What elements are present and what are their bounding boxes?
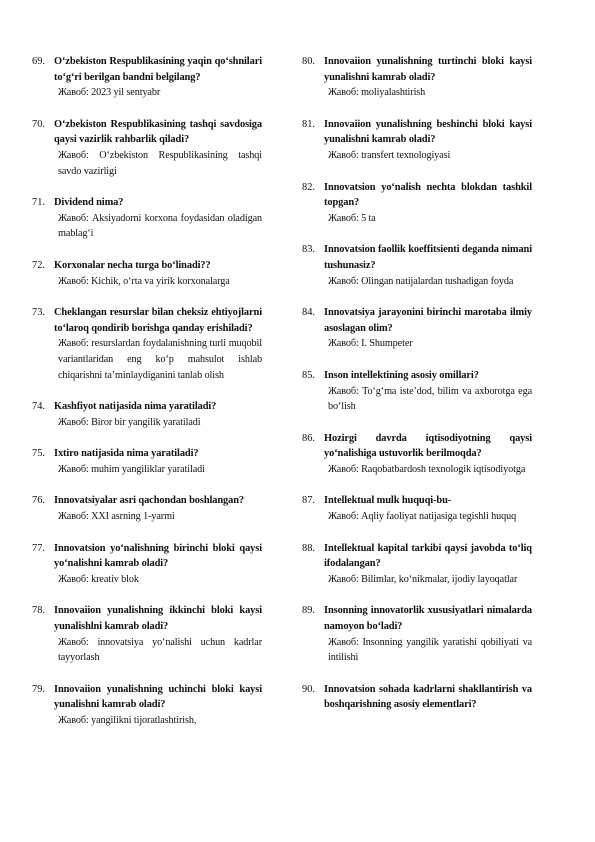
question-text: Intellektual kapital tarkibi qaysi javobda to‘liq ifodalangan?: [324, 542, 532, 570]
answer-prefix: Жавоб:: [58, 149, 89, 161]
answer-text: I. Shumpeter: [361, 338, 413, 350]
answer-prefix: Жавоб:: [58, 87, 89, 99]
question-body: [324, 368, 532, 415]
question-item: [302, 54, 532, 101]
question-number: 69.: [32, 56, 45, 67]
answer-line: [324, 462, 532, 478]
answer-text: resurslardan foydalanishning turli muqobil variantlaridan eng ko‘p mahsulot ishlab chiqarishni ta’minlaydiganini tanlab olish: [58, 338, 262, 381]
answer-prefix: Жавоб:: [58, 463, 89, 475]
answer-prefix: Жавоб:: [328, 573, 359, 585]
question-number: 88.: [302, 542, 315, 554]
question-body: [54, 195, 262, 242]
answer-prefix: Жавоб:: [328, 463, 359, 475]
question-item: [32, 195, 262, 242]
question-text: O‘zbekiston Respublikasining yaqin qo‘shnilari to‘g‘ri berilgan bandni belgilang?: [54, 56, 262, 83]
question-item: [32, 399, 262, 430]
question-body: [324, 682, 532, 713]
answer-text: transfert texnologiyasi: [361, 149, 451, 161]
question-item: [302, 117, 532, 164]
question-item: [302, 541, 532, 588]
question-number: 70.: [32, 118, 45, 130]
question-text: O‘zbekiston Respublikasining tashqi savdosiga qaysi vazirlik rahbarlik qiladi?: [54, 118, 262, 146]
question-item: [32, 258, 262, 289]
answer-prefix: Жавоб:: [328, 636, 359, 648]
question-text: Dividend nima?: [54, 197, 124, 209]
question-number: 82.: [302, 181, 315, 193]
left-column: [32, 54, 262, 745]
question-text: Innovaiion yunalishning uchinchi bloki kaysi yunalishni kamrab oladi?: [54, 683, 262, 711]
question-text: Korxonalar necha turga bo‘linadi??: [54, 259, 211, 271]
question-item: [302, 682, 532, 713]
question-item: [32, 493, 262, 524]
answer-line: [54, 415, 262, 431]
answer-line: [54, 509, 262, 525]
question-item: [302, 431, 532, 478]
answer-prefix: Жавоб:: [58, 715, 89, 726]
answer-text: Kichik, o‘rta va yirik korxonalarga: [91, 275, 230, 287]
question-text: Innovatsion sohada kadrlarni shakllantirish va boshqarishning asosiy elementlari?: [324, 683, 532, 711]
answer-line: [54, 635, 262, 666]
answer-text: muhim yangiliklar yaratiladi: [91, 463, 205, 475]
question-number: 78.: [32, 605, 45, 617]
question-item: [32, 305, 262, 383]
question-text: Cheklangan resurslar bilan cheksiz ehtiyojlarni to‘laroq qondirib borishga qanday erishiladi?: [54, 307, 262, 334]
question-number: 73.: [32, 307, 45, 319]
question-text: Inson intellektining asosiy omillari?: [324, 369, 479, 381]
question-body: [324, 180, 532, 227]
question-item: [32, 54, 262, 101]
question-item: [302, 493, 532, 524]
answer-text: Bilimlar, ko‘nikmalar, ijodiy layoqatlar: [361, 573, 518, 585]
answer-text: O‘zbekiston Respublikasining tashqi savdo vazirligi: [58, 149, 262, 177]
question-body: [324, 117, 532, 164]
question-text: Innovatsiyalar asri qachondan boshlangan?: [54, 495, 245, 507]
answer-line: [54, 462, 262, 478]
answer-line: [324, 509, 532, 525]
question-body: [324, 493, 532, 524]
question-body: [54, 54, 262, 101]
answer-line: [324, 85, 532, 101]
answer-text: Aqliy faoliyat natijasiga tegishli huquq: [361, 511, 517, 523]
question-body: [324, 242, 532, 289]
question-item: [32, 603, 262, 665]
question-item: [32, 541, 262, 588]
question-item: [32, 682, 262, 729]
answer-prefix: Жавоб:: [58, 338, 89, 350]
answer-prefix: Жавоб:: [58, 573, 89, 585]
answer-line: [324, 274, 532, 290]
question-body: [54, 399, 262, 430]
answer-prefix: Жавоб:: [328, 87, 359, 99]
answer-text: XXI asrning 1-yarmi: [91, 511, 175, 523]
answer-text: Biror bir yangilik yaratiladi: [91, 416, 201, 428]
question-item: [302, 242, 532, 289]
answer-line: [54, 274, 262, 290]
question-number: 77.: [32, 542, 45, 554]
question-body: [324, 603, 532, 665]
question-body: [54, 493, 262, 524]
question-body: [54, 603, 262, 665]
answer-text: To‘g‘ma iste’dod, bilim va axborotga ega bo‘lish: [328, 385, 533, 413]
right-column: [302, 54, 532, 729]
question-number: 79.: [32, 683, 45, 695]
question-number: 72.: [32, 259, 45, 271]
answer-line: [54, 336, 262, 383]
answer-line: [324, 148, 532, 164]
question-number: 84.: [302, 307, 315, 319]
question-body: [324, 541, 532, 588]
answer-text: kreativ blok: [91, 573, 139, 585]
question-text: Innovatsion yo‘nalishning birinchi bloki qaysi yo‘nalishni kamrab oladi?: [54, 542, 262, 570]
question-item: [302, 603, 532, 665]
question-body: [324, 54, 532, 101]
answer-text: Insonning yangilik yaratishi qobiliyati va intilishi: [328, 636, 532, 664]
answer-prefix: Жавоб:: [328, 275, 359, 287]
question-number: 87.: [302, 495, 315, 507]
question-body: [54, 541, 262, 588]
answer-prefix: Жавоб:: [328, 511, 359, 523]
question-number: 80.: [302, 56, 315, 67]
answer-prefix: Жавоб:: [328, 385, 359, 397]
answer-line: [54, 572, 262, 588]
question-text: Ixtiro natijasida nima yaratiladi?: [54, 448, 199, 460]
answer-prefix: Жавоб:: [328, 338, 359, 350]
question-text: Innovaiion yunalishning ikkinchi bloki kaysi yunalishlni kamrab oladi?: [54, 605, 262, 633]
answer-line: [54, 713, 262, 729]
question-body: [324, 305, 532, 352]
question-number: 71.: [32, 197, 45, 209]
question-body: [54, 682, 262, 729]
question-body: [54, 117, 262, 179]
answer-prefix: Жавоб:: [58, 511, 89, 523]
answer-line: [54, 211, 262, 242]
question-number: 90.: [302, 683, 315, 695]
question-number: 86.: [302, 432, 315, 444]
answer-prefix: Жавоб:: [58, 636, 89, 648]
answer-line: [324, 211, 532, 227]
answer-line: [324, 572, 532, 588]
answer-prefix: Жавоб:: [58, 212, 89, 224]
answer-text: yangilikni tijoratlashtirish,: [91, 715, 197, 726]
answer-line: [54, 85, 262, 101]
answer-text: Olingan natijalardan tushadigan foyda: [361, 275, 514, 287]
question-text: Innovatsiya jarayonini birinchi marotaba ilmiy asoslagan olim?: [324, 307, 532, 334]
answer-text: 5 ta: [361, 212, 376, 224]
question-item: [302, 368, 532, 415]
question-text: Innovatsion faollik koeffitsienti deganda nimani tushunasiz?: [324, 244, 532, 271]
question-item: [302, 305, 532, 352]
question-text: Kashfiyot natijasida nima yaratiladi?: [54, 401, 217, 413]
answer-line: [324, 336, 532, 352]
question-body: [54, 305, 262, 383]
answer-line: [324, 635, 532, 666]
question-item: [32, 446, 262, 477]
answer-text: Aksiyadorni korxona foydasidan oladigan mablag‘i: [58, 212, 262, 240]
question-text: Innovaiion yunalishning turtinchi bloki kaysi yunalishni kamrab oladi?: [324, 56, 532, 83]
question-number: 74.: [32, 401, 45, 413]
question-number: 89.: [302, 605, 315, 617]
answer-text: 2023 yil sentyabr: [91, 87, 161, 99]
answer-prefix: Жавоб:: [58, 416, 89, 428]
answer-line: [54, 148, 262, 179]
question-number: 75.: [32, 448, 45, 460]
answer-prefix: Жавоб:: [58, 275, 89, 287]
answer-prefix: Жавоб:: [328, 149, 359, 161]
question-text: Innovaiion yunalishning beshinchi bloki kaysi yunalishni kamrab oladi?: [324, 118, 532, 146]
question-text: Innovatsion yo‘nalish nechta blokdan tashkil topgan?: [324, 181, 532, 209]
question-text: Insonning innovatorlik xususiyatlari nimalarda namoyon bo‘ladi?: [324, 605, 532, 633]
question-text: Intellektual mulk huquqi-bu-: [324, 495, 452, 507]
question-body: [324, 431, 532, 478]
question-text: Hozirgi davrda iqtisodiyotning qaysi yo‘nalishiga ustuvorlik berilmoqda?: [324, 432, 532, 460]
question-item: [32, 117, 262, 179]
question-body: [54, 258, 262, 289]
question-number: 81.: [302, 118, 315, 130]
question-number: 76.: [32, 495, 45, 507]
answer-text: moliyalashtirish: [361, 87, 426, 99]
answer-text: innovatsiya yo‘nalishi uchun kadrlar tayyorlash: [58, 636, 262, 664]
question-number: 83.: [302, 244, 315, 256]
answer-line: [324, 384, 532, 415]
question-body: [54, 446, 262, 477]
question-item: [302, 180, 532, 227]
question-number: 85.: [302, 369, 315, 381]
answer-text: Raqobatbardosh texnologik iqtisodiyotga: [361, 463, 526, 475]
answer-prefix: Жавоб:: [328, 212, 359, 224]
